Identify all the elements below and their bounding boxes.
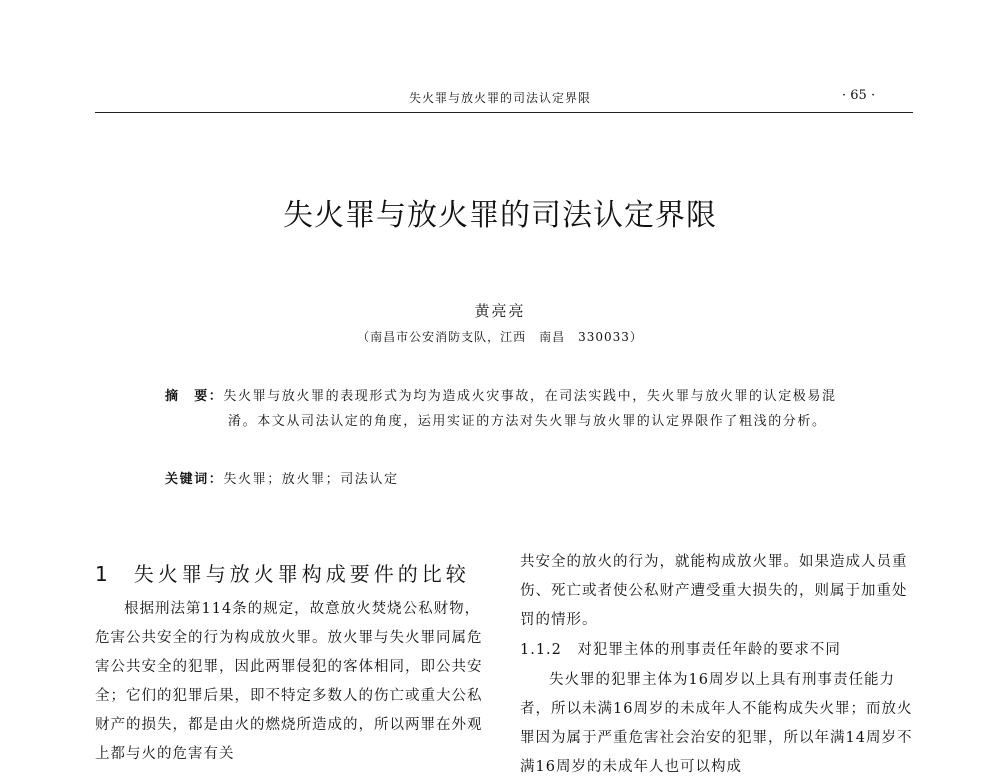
- page-number: · 65 ·: [842, 88, 876, 103]
- body-paragraph: 失火罪的犯罪主体为16周岁以上具有刑事责任能力者，所以未满16周岁的未成年人不能构成失火罪；而放火罪因为属于严重危害社会治安的犯罪，所以年满14周岁不满16周岁的未成年人也可以构成: [520, 672, 913, 775]
- abstract-paragraph: [165, 384, 845, 434]
- abstract-label: 摘 要：: [165, 389, 224, 404]
- body-paragraph: 根据刑法第114条的规定，故意放火焚烧公私财物，危害公共安全的行为构成放火罪。放火罪与失火罪同属危害公共安全的犯罪，因此两罪侵犯的客体相同，即公共安全；它们的犯罪后果，即不特定多数人的伤亡或重大公私财产的损失，都是由火的燃烧所造成的，所以两罪在外观上都与火的危害有关: [95, 601, 483, 762]
- subsection-heading: 1.1.2 对犯罪主体的刑事责任年龄的要求不同: [520, 642, 841, 658]
- keywords-label: 关键词：: [165, 472, 224, 487]
- abstract-text: 失火罪与放火罪的表现形式为均为造成火灾事故，在司法实践中，失火罪与放火罪的认定极易混淆。本文从司法认定的角度，运用实证的方法对失火罪与放火罪的认定界限作了粗浅的分析。: [223, 389, 837, 429]
- right-column: [520, 548, 915, 782]
- article-title: 失火罪与放火罪的司法认定界限: [283, 198, 717, 233]
- keywords-text: 失火罪；放火罪；司法认定: [223, 472, 399, 487]
- running-header-title: 失火罪与放火罪的司法认定界限: [408, 91, 591, 105]
- section-title: 失火罪与放火罪构成要件的比较: [133, 562, 470, 586]
- author-affiliation: （南昌市公安消防支队，江西 南昌 330033）: [357, 330, 643, 344]
- author-name: 黄亮亮: [474, 302, 526, 320]
- section-heading: [95, 560, 495, 589]
- section-number: 1: [95, 562, 112, 586]
- left-column: [95, 560, 495, 769]
- body-paragraph-continued: 共安全的放火的行为，就能构成放火罪。如果造成人员重伤、死亡或者使公私财产遭受重大损失的，则属于加重处罚的情形。: [520, 554, 908, 628]
- header-divider: [95, 112, 913, 113]
- keywords-block: [165, 469, 845, 491]
- abstract-block: [165, 384, 845, 434]
